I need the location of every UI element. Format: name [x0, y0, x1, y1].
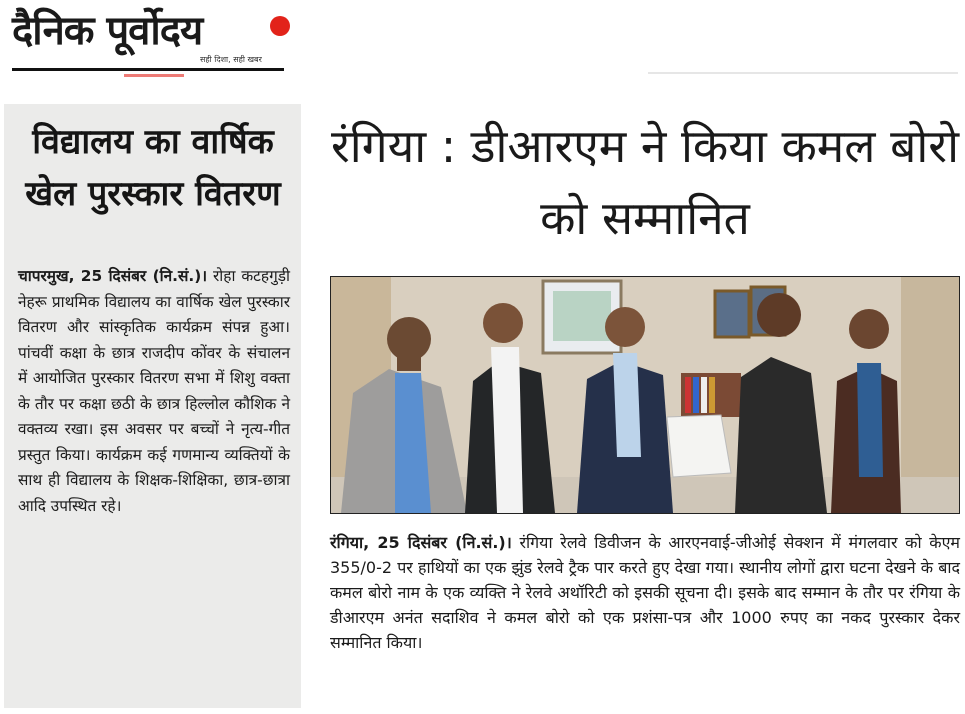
- sidebar-story: [4, 104, 301, 708]
- masthead-red-dot: [270, 16, 290, 36]
- sidebar-body: [18, 264, 290, 519]
- main-article-body: [330, 530, 960, 655]
- masthead-subrule: [124, 74, 184, 77]
- sidebar-dateline: चापरमुख, 25 दिसंबर (नि.सं.)।: [18, 267, 208, 285]
- sidebar-headline: विद्यालय का वार्षिक खेल पुरस्कार वितरण: [25, 122, 281, 214]
- photo-illustration: [331, 277, 959, 513]
- newspaper-tagline: सही दिशा, सही खबर: [200, 55, 262, 64]
- masthead-rule: [12, 68, 284, 71]
- top-divider: [648, 72, 958, 74]
- main-dateline: रंगिया, 25 दिसंबर (नि.सं.)।: [330, 533, 512, 552]
- news-photo: [330, 276, 960, 514]
- sidebar-body-text: रोहा कटहगुड़ी नेहरू प्राथमिक विद्यालय का वार्षिक खेल पुरस्कार वितरण और सांस्कृतिक कार्यक्रम संपन्न हुआ। पांचवीं कक्षा के छात्र राजदीप कोंवर के संचालन में आयोजित पुरस्कार वितरण सभा में शिशु वक्ता के तौर पर कक्षा छठी के छात्र हिल्लोल कौशिक ने वक्तव्य रखा। इस अवसर पर बच्चों ने नृत्य-गीत प्रस्तुत किया। कार्यक्रम कई गणमान्य व्यक्तियों के साथ ही विद्यालय के शिक्षक-शिक्षिका, छात्र-छात्रा आदि उपस्थित रहे।: [18, 267, 290, 515]
- main-body-text: रंगिया रेलवे डिवीजन के आरएनवाई-जीओई सेक्शन में मंगलवार को केएम 355/0-2 पर हाथियों का एक झुंड रेलवे ट्रैक पार करते हुए देखा गया। स्थानीय लोगों द्वारा घटना देखने के बाद कमल बोरो नाम के एक व्यक्ति ने रेलवे अथॉरिटी को इसकी सूचना दी। इसके बाद सम्मान के तौर पर रंगिया के डीआरएम अनंत सदाशिव ने कमल बोरो को एक प्रशंसा-पत्र और 1000 रुपए का नकद पुरस्कार देकर सम्मानित किया।: [330, 533, 960, 652]
- main-headline: रंगिया : डीआरएम ने किया कमल बोरो को सम्मानित: [330, 119, 960, 245]
- newspaper-title: दैनिक पूर्वोदय: [12, 8, 203, 54]
- masthead: [12, 8, 284, 74]
